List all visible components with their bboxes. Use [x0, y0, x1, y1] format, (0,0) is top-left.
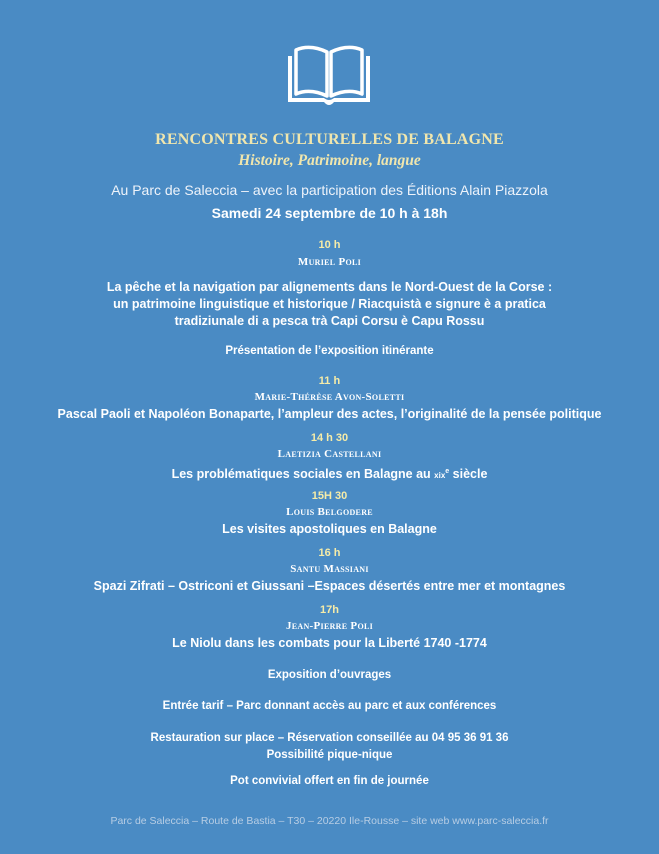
session-time: 14 h 30	[310, 432, 349, 444]
session-talk: Pascal Paoli et Napoléon Bonaparte, l’ampleur des actes, l’originalité de la pensée politique	[57, 407, 602, 421]
session-speaker: Laetizia Castellani	[277, 448, 382, 460]
session-speaker: Jean-Pierre Poli	[285, 620, 374, 632]
century-numeral: xix	[434, 471, 446, 481]
session-time: 16 h	[318, 547, 341, 559]
session-talk-line: La pêche et la navigation par alignements dans le Nord-Ouest de la Corse :	[106, 280, 553, 294]
open-book-icon	[284, 42, 374, 110]
event-date: Samedi 24 septembre de 10 h à 18h	[211, 205, 448, 221]
session-speaker: Marie-Thérèse Avon-Soletti	[254, 391, 405, 403]
catering-info: Restauration sur place – Réservation conseillée au 04 95 36 91 36	[150, 732, 509, 744]
event-title: RENCONTRES CULTURELLES DE BALAGNE	[155, 131, 504, 148]
exhibition-presentation: Présentation de l’exposition itinérante	[225, 345, 434, 357]
closing-drink: Pot convivial offert en fin de journée	[230, 775, 429, 787]
session-time: 15H 30	[311, 490, 348, 502]
session-speaker: Santu Massiani	[290, 563, 369, 575]
session-talk-line: tradiziunale di a pesca trà Capi Corsu è Capu Rossu	[174, 314, 485, 328]
century-superscript: e	[445, 468, 450, 475]
entry-info: Entrée tarif – Parc donnant accès au parc et aux conférences	[162, 700, 497, 712]
session-time: 17h	[320, 604, 339, 616]
session-talk: Les visites apostoliques en Balagne	[222, 522, 437, 536]
session-time: 10 h	[318, 239, 341, 251]
session-time: 11 h	[318, 375, 341, 387]
session-talk	[0, 463, 659, 484]
session-talk: Spazi Zifrati – Ostriconi et Giussani –Espaces désertés entre mer et montagnes	[93, 579, 566, 593]
session-speaker: Louis Belgodere	[286, 506, 373, 518]
event-subtitle: Histoire, Patrimoine, langue	[238, 152, 421, 169]
book-exhibition: Exposition d’ouvrages	[267, 669, 392, 681]
footer-address: Parc de Saleccia – Route de Bastia – T30 – 20220 Ile-Rousse – site web www.parc-saleccia.fr	[110, 815, 549, 827]
session-speaker: Muriel Poli	[297, 256, 362, 268]
talk-text: Les problématiques sociales en Balagne au	[171, 467, 435, 482]
picnic-info: Possibilité pique-nique	[266, 749, 393, 761]
event-venue: Au Parc de Saleccia – avec la participation des Éditions Alain Piazzola	[111, 182, 548, 198]
session-talk: Le Niolu dans les combats pour la Liberté 1740 -1774	[172, 636, 487, 650]
session-talk-line: un patrimoine linguistique et historique / Riacquistà e signure è a pratica	[113, 297, 546, 311]
talk-text: siècle	[449, 467, 488, 482]
